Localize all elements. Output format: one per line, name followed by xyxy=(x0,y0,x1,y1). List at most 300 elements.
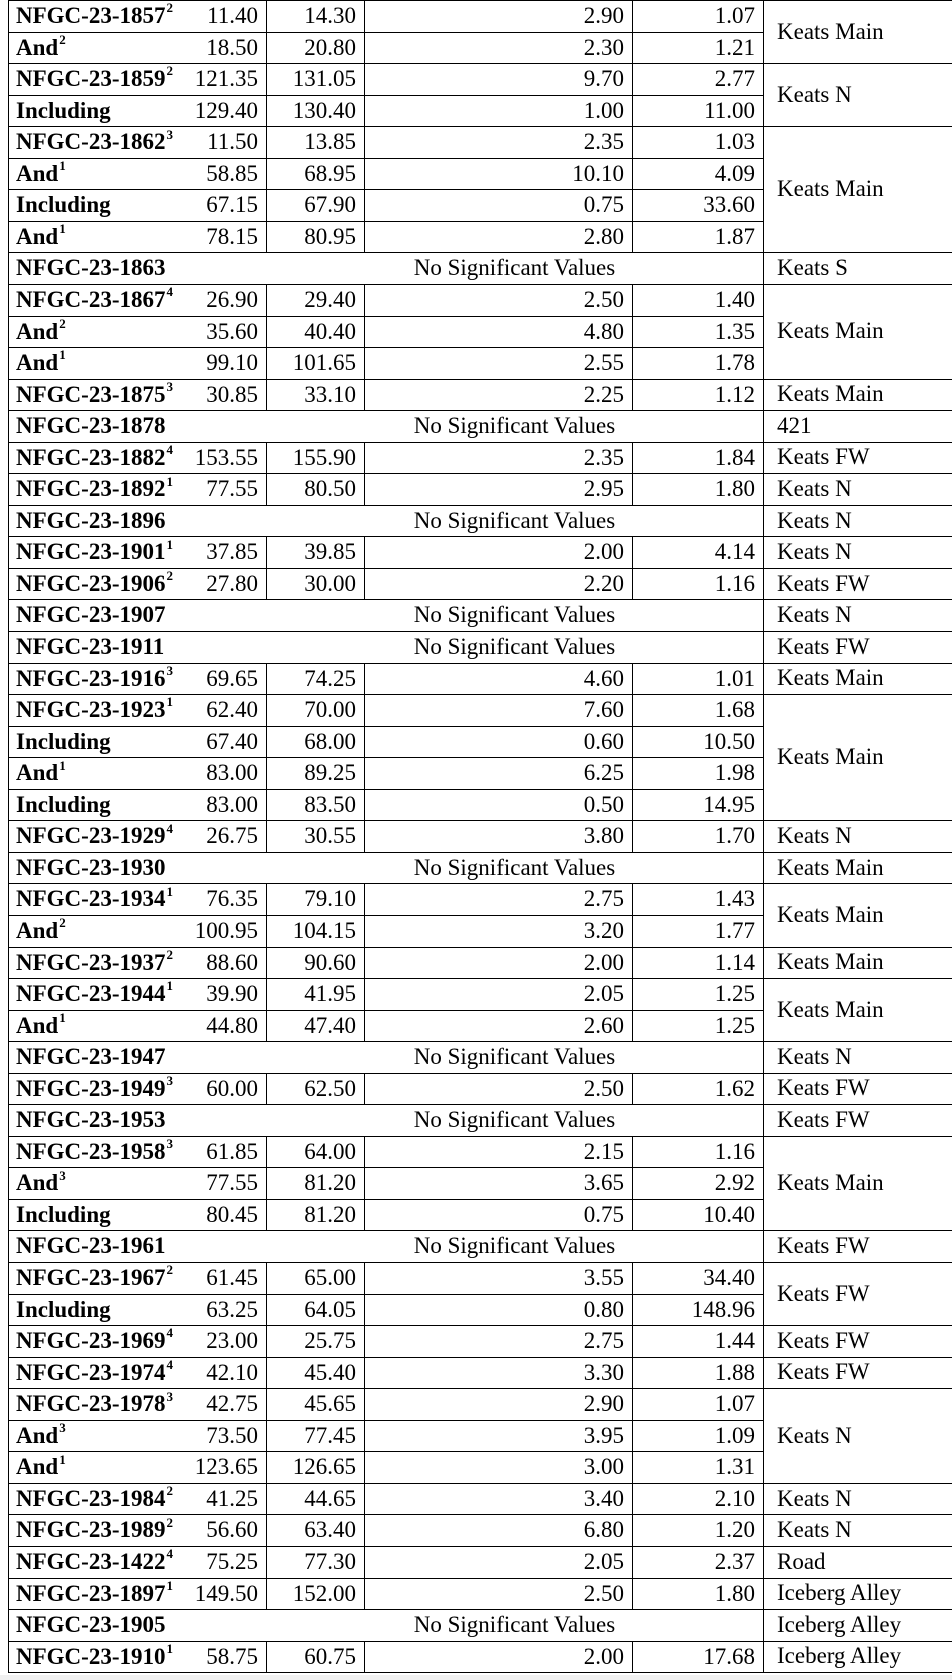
hole-id-cell xyxy=(16,509,165,532)
length-cell: 2.75 xyxy=(583,886,624,912)
row-divider xyxy=(8,915,763,916)
length-cell: 2.05 xyxy=(583,1548,624,1574)
no-significant-values-cell: No Significant Values xyxy=(413,634,616,659)
hole-id-text: NFGC-23-1984 xyxy=(16,1485,166,1511)
length-cell: 2.50 xyxy=(583,1580,624,1606)
to-cell: 20.80 xyxy=(304,34,356,60)
hole-id-text: NFGC-23-1896 xyxy=(16,507,166,533)
to-cell: 63.40 xyxy=(304,1517,356,1543)
footnote-marker: 4 xyxy=(166,820,173,836)
to-cell: 14.30 xyxy=(304,3,356,28)
zone-label: Keats FW xyxy=(777,1233,870,1259)
row-divider xyxy=(8,126,763,127)
from-cell: 56.60 xyxy=(206,1517,258,1543)
location-divider xyxy=(763,126,952,127)
footnote-marker: 1 xyxy=(59,757,66,773)
row-divider xyxy=(8,1199,763,1200)
location-divider xyxy=(763,1041,952,1042)
from-cell: 11.50 xyxy=(207,129,258,155)
hole-id-text: Including xyxy=(16,97,111,123)
row-divider xyxy=(8,1325,763,1326)
location-divider xyxy=(763,442,952,443)
location-divider xyxy=(763,0,952,1)
zone-label: Keats Main xyxy=(777,18,884,44)
zone-label: Keats Main xyxy=(777,176,884,202)
no-significant-values-cell: No Significant Values xyxy=(413,854,616,880)
from-cell: 61.85 xyxy=(206,1138,258,1164)
length-cell: 2.95 xyxy=(583,476,624,502)
location-divider xyxy=(763,1073,952,1074)
grade-cell: 1.35 xyxy=(714,318,755,344)
grade-cell: 11.00 xyxy=(704,97,755,123)
location-column-border xyxy=(763,0,764,1672)
footnote-marker: 3 xyxy=(166,1073,173,1089)
grade-cell: 1.88 xyxy=(714,1359,755,1385)
hole-id-text: NFGC-23-1953 xyxy=(16,1107,166,1133)
grade-cell: 1.21 xyxy=(714,34,755,60)
to-cell: 45.40 xyxy=(304,1359,356,1385)
location-divider xyxy=(763,852,952,853)
footnote-marker: 2 xyxy=(166,63,173,79)
length-cell: 0.75 xyxy=(583,1201,624,1227)
hole-id-cell xyxy=(16,1108,165,1131)
length-cell: 3.00 xyxy=(583,1454,624,1480)
grade-cell: 1.77 xyxy=(714,917,755,943)
footnote-marker: 1 xyxy=(166,978,173,994)
zone-label: Keats N xyxy=(777,1485,852,1511)
zone-label: Keats N xyxy=(777,1517,852,1543)
hole-id-cell xyxy=(16,1234,165,1257)
no-significant-values-cell: No Significant Values xyxy=(413,255,616,281)
hole-id-cell xyxy=(16,256,165,279)
grade-cell: 1.62 xyxy=(714,1075,755,1101)
zone-label: Keats FW xyxy=(777,1075,870,1101)
from-cell: 58.75 xyxy=(206,1643,258,1669)
from-cell: 58.85 xyxy=(206,160,258,186)
length-cell: 7.60 xyxy=(583,697,624,723)
to-cell: 155.90 xyxy=(292,444,356,470)
footnote-marker: 1 xyxy=(166,694,173,710)
from-cell: 67.40 xyxy=(206,728,258,754)
from-cell: 153.55 xyxy=(194,444,258,470)
zone-label: Keats N xyxy=(777,823,852,849)
hole-id-text: And xyxy=(16,760,59,786)
location-divider xyxy=(763,1578,952,1579)
from-cell: 83.00 xyxy=(206,791,258,817)
to-cell: 74.25 xyxy=(304,665,356,691)
hole-id-text: NFGC-23-1863 xyxy=(16,255,166,281)
from-cell: 69.65 xyxy=(206,665,258,691)
to-cell: 64.00 xyxy=(304,1138,356,1164)
hole-id-text: And xyxy=(16,1012,59,1038)
hole-id-text: And xyxy=(16,350,59,376)
zone-label: Keats N xyxy=(777,81,852,107)
length-cell: 2.60 xyxy=(583,1012,624,1038)
grade-cell: 1.01 xyxy=(714,665,755,691)
footnote-marker: 1 xyxy=(59,221,66,237)
grade-cell: 4.09 xyxy=(714,160,755,186)
grade-cell: 1.07 xyxy=(714,1391,755,1417)
from-cell: 39.90 xyxy=(206,981,258,1007)
zone-label: Keats N xyxy=(777,1422,852,1448)
hole-id-text: NFGC-23-1857 xyxy=(16,3,166,28)
footnote-marker: 2 xyxy=(59,915,66,931)
to-cell: 68.00 xyxy=(304,728,356,754)
to-cell: 81.20 xyxy=(304,1170,356,1196)
footnote-marker: 2 xyxy=(166,1514,173,1530)
row-divider xyxy=(8,1483,763,1484)
zone-label: Keats Main xyxy=(777,381,884,407)
location-divider xyxy=(763,1672,952,1673)
grade-cell: 4.14 xyxy=(714,539,755,565)
hole-id-text: And xyxy=(16,318,59,344)
zone-label: Keats FW xyxy=(777,444,870,470)
zone-label: Iceberg Alley xyxy=(777,1643,902,1669)
row-divider xyxy=(8,473,763,474)
from-cell: 63.25 xyxy=(206,1296,258,1322)
footnote-marker: 1 xyxy=(166,473,173,489)
hole-id-text: NFGC-23-1901 xyxy=(16,539,166,565)
length-cell: 0.50 xyxy=(583,791,624,817)
to-cell: 30.55 xyxy=(304,823,356,849)
row-divider xyxy=(8,1578,763,1579)
zone-label: Keats FW xyxy=(777,1107,870,1133)
length-cell: 6.25 xyxy=(583,760,624,786)
length-cell: 2.50 xyxy=(583,286,624,312)
hole-id-cell xyxy=(16,635,164,658)
location-divider xyxy=(763,473,952,474)
grade-cell: 1.03 xyxy=(714,129,755,155)
length-cell: 3.80 xyxy=(583,823,624,849)
row-divider xyxy=(8,316,763,317)
grade-cell: 2.37 xyxy=(714,1548,755,1574)
no-significant-values-cell: No Significant Values xyxy=(413,413,616,439)
hole-id-text: NFGC-23-1961 xyxy=(16,1233,166,1259)
footnote-marker: 4 xyxy=(166,284,173,300)
hole-id-text: NFGC-23-1949 xyxy=(16,1075,166,1101)
location-divider xyxy=(763,1104,952,1105)
from-cell: 35.60 xyxy=(206,318,258,344)
from-cell: 62.40 xyxy=(206,697,258,723)
hole-id-text: NFGC-23-1947 xyxy=(16,1044,166,1070)
length-cell: 0.75 xyxy=(583,192,624,218)
from-cell: 76.35 xyxy=(206,886,258,912)
length-cell: 3.95 xyxy=(583,1422,624,1448)
location-divider xyxy=(763,536,952,537)
row-divider xyxy=(8,63,763,64)
footnote-marker: 2 xyxy=(166,1483,173,1499)
row-divider xyxy=(8,1294,763,1295)
row-divider xyxy=(8,379,763,380)
hole-id-text: NFGC-23-1916 xyxy=(16,665,166,691)
footnote-marker: 3 xyxy=(166,378,173,394)
from-cell: 11.40 xyxy=(207,3,258,28)
hole-id-text: NFGC-23-1422 xyxy=(16,1548,166,1574)
to-cell: 131.05 xyxy=(292,66,356,92)
row-divider xyxy=(8,347,763,348)
footnote-marker: 1 xyxy=(166,1577,173,1593)
hole-id-text: NFGC-23-1907 xyxy=(16,602,166,628)
to-cell: 33.10 xyxy=(304,381,356,407)
from-cell: 42.75 xyxy=(206,1391,258,1417)
from-cell: 41.25 xyxy=(206,1485,258,1511)
grade-cell: 2.77 xyxy=(714,66,755,92)
bottom-strip xyxy=(0,1675,952,1680)
zone-label: 421 xyxy=(777,412,812,438)
hole-id-text: NFGC-23-1944 xyxy=(16,981,166,1007)
location-divider xyxy=(763,1641,952,1642)
to-cell: 64.05 xyxy=(304,1296,356,1322)
row-divider xyxy=(8,158,763,159)
to-cell: 70.00 xyxy=(304,697,356,723)
row-divider xyxy=(8,442,763,443)
length-cell: 2.20 xyxy=(583,570,624,596)
grade-cell: 1.80 xyxy=(714,1580,755,1606)
row-divider xyxy=(8,0,763,1)
footnote-marker: 3 xyxy=(166,1388,173,1404)
to-cell: 81.20 xyxy=(304,1201,356,1227)
row-divider xyxy=(8,726,763,727)
length-cell: 2.90 xyxy=(583,1391,624,1417)
location-divider xyxy=(763,820,952,821)
grade-cell: 1.16 xyxy=(714,1138,755,1164)
length-cell: 2.00 xyxy=(583,1643,624,1669)
to-cell: 77.45 xyxy=(304,1422,356,1448)
hole-id-text: NFGC-23-1882 xyxy=(16,444,166,470)
from-cell: 88.60 xyxy=(206,949,258,975)
length-cell: 6.80 xyxy=(583,1517,624,1543)
length-cell: 3.20 xyxy=(583,917,624,943)
footnote-marker: 1 xyxy=(59,1009,66,1025)
length-cell: 0.60 xyxy=(583,728,624,754)
row-divider xyxy=(8,1073,763,1074)
zone-label: Keats Main xyxy=(777,744,884,770)
grade-cell: 1.20 xyxy=(714,1517,755,1543)
zone-label: Keats FW xyxy=(777,1327,870,1353)
grade-cell: 2.92 xyxy=(714,1170,755,1196)
row-divider xyxy=(8,883,763,884)
grade-cell: 1.31 xyxy=(714,1454,755,1480)
hole-id-text: And xyxy=(16,1454,59,1480)
zone-label: Keats Main xyxy=(777,996,884,1022)
hole-id-text: NFGC-23-1967 xyxy=(16,1265,166,1290)
length-cell: 2.00 xyxy=(583,539,624,565)
row-divider xyxy=(8,757,763,758)
grade-cell: 1.43 xyxy=(714,886,755,912)
location-divider xyxy=(763,284,952,285)
footnote-marker: 3 xyxy=(59,1167,66,1183)
hole-id-text: NFGC-23-1906 xyxy=(16,570,166,596)
length-cell: 2.30 xyxy=(583,34,624,60)
hole-id-text: And xyxy=(16,1422,59,1448)
hole-id-text: NFGC-23-1923 xyxy=(16,697,166,723)
length-cell: 2.35 xyxy=(583,444,624,470)
grade-cell: 1.40 xyxy=(714,286,755,312)
row-divider xyxy=(8,189,763,190)
length-cell: 10.10 xyxy=(572,160,624,186)
location-divider xyxy=(763,947,952,948)
hole-id-cell xyxy=(16,603,165,626)
location-divider xyxy=(763,663,952,664)
grade-cell: 1.07 xyxy=(714,3,755,28)
footnote-marker: 1 xyxy=(59,1451,66,1467)
location-divider xyxy=(763,379,952,380)
footnote-marker: 3 xyxy=(166,662,173,678)
from-cell: 37.85 xyxy=(206,539,258,565)
row-divider xyxy=(8,1041,763,1042)
from-cell: 44.80 xyxy=(206,1012,258,1038)
to-cell: 25.75 xyxy=(304,1328,356,1354)
location-divider xyxy=(763,1514,952,1515)
to-cell: 40.40 xyxy=(304,318,356,344)
row-divider xyxy=(8,1641,763,1642)
row-divider xyxy=(8,1357,763,1358)
footnote-marker: 2 xyxy=(166,568,173,584)
location-divider xyxy=(763,1357,952,1358)
zone-label: Keats N xyxy=(777,539,852,565)
from-cell: 60.00 xyxy=(206,1075,258,1101)
row-divider xyxy=(8,1167,763,1168)
location-divider xyxy=(763,978,952,979)
hole-id-cell xyxy=(16,856,165,879)
footnote-marker: 4 xyxy=(166,442,173,458)
footnote-marker: 2 xyxy=(59,31,66,47)
footnote-marker: 1 xyxy=(166,883,173,899)
grade-cell: 1.80 xyxy=(714,476,755,502)
grade-cell: 1.25 xyxy=(714,981,755,1007)
location-divider xyxy=(763,505,952,506)
zone-label: Keats N xyxy=(777,476,852,502)
length-cell: 2.75 xyxy=(583,1328,624,1354)
zone-label: Keats Main xyxy=(777,318,884,344)
hole-id-text: NFGC-23-1929 xyxy=(16,823,166,849)
hole-id-text: NFGC-23-1892 xyxy=(16,476,166,502)
row-divider xyxy=(8,1514,763,1515)
no-significant-values-cell: No Significant Values xyxy=(413,1044,616,1070)
from-cell: 27.80 xyxy=(206,570,258,596)
footnote-marker: 4 xyxy=(166,1325,173,1341)
zone-label: Keats Main xyxy=(777,665,884,691)
from-cell: 77.55 xyxy=(206,1170,258,1196)
zone-label: Keats N xyxy=(777,602,852,628)
to-cell: 13.85 xyxy=(304,129,356,155)
hole-id-text: Including xyxy=(16,192,111,218)
grade-cell: 1.44 xyxy=(714,1328,755,1354)
from-cell: 80.45 xyxy=(206,1201,258,1227)
row-divider xyxy=(8,221,763,222)
row-divider xyxy=(8,410,763,411)
from-cell: 75.25 xyxy=(206,1548,258,1574)
to-cell: 68.95 xyxy=(304,160,356,186)
to-cell: 47.40 xyxy=(304,1012,356,1038)
grade-cell: 148.96 xyxy=(691,1296,755,1322)
to-cell: 89.25 xyxy=(304,760,356,786)
footnote-marker: 4 xyxy=(166,1546,173,1562)
hole-id-cell xyxy=(16,414,165,437)
to-cell: 45.65 xyxy=(304,1391,356,1417)
hole-id-text: NFGC-23-1910 xyxy=(16,1643,166,1669)
hole-id-text: NFGC-23-1974 xyxy=(16,1359,166,1385)
hole-id-text: NFGC-23-1867 xyxy=(16,286,166,312)
hole-id-text: And xyxy=(16,160,59,186)
row-divider xyxy=(8,284,763,285)
length-cell: 3.55 xyxy=(583,1265,624,1290)
grade-cell: 1.09 xyxy=(714,1422,755,1448)
location-divider xyxy=(763,1483,952,1484)
location-divider xyxy=(763,1609,952,1610)
to-cell: 65.00 xyxy=(304,1265,356,1290)
hole-id-text: NFGC-23-1934 xyxy=(16,886,166,912)
from-cell: 78.15 xyxy=(206,223,258,249)
hole-id-text: Including xyxy=(16,791,111,817)
length-cell: 1.00 xyxy=(583,97,624,123)
footnote-marker: 4 xyxy=(166,1356,173,1372)
no-significant-values-cell: No Significant Values xyxy=(413,602,616,628)
no-significant-values-cell: No Significant Values xyxy=(413,1612,616,1638)
row-divider xyxy=(8,252,763,253)
location-divider xyxy=(763,568,952,569)
length-cell: 9.70 xyxy=(583,66,624,92)
length-cell: 2.25 xyxy=(583,381,624,407)
location-divider xyxy=(763,599,952,600)
row-divider xyxy=(8,1104,763,1105)
from-cell: 73.50 xyxy=(206,1422,258,1448)
row-divider xyxy=(8,1230,763,1231)
to-cell: 44.65 xyxy=(304,1485,356,1511)
hole-id-text: And xyxy=(16,917,59,943)
zone-label: Keats Main xyxy=(777,901,884,927)
no-significant-values-cell: No Significant Values xyxy=(413,1233,616,1259)
hole-id-text: NFGC-23-1969 xyxy=(16,1328,166,1354)
from-cell: 30.85 xyxy=(206,381,258,407)
row-divider xyxy=(8,32,763,33)
from-cell: 99.10 xyxy=(206,350,258,376)
grade-cell: 2.10 xyxy=(714,1485,755,1511)
location-divider xyxy=(763,1546,952,1547)
grade-cell: 1.16 xyxy=(714,570,755,596)
length-cell: 4.60 xyxy=(583,665,624,691)
row-divider xyxy=(8,1420,763,1421)
grade-cell: 1.87 xyxy=(714,223,755,249)
grade-cell: 10.40 xyxy=(703,1201,755,1227)
from-cell: 23.00 xyxy=(206,1328,258,1354)
footnote-marker: 3 xyxy=(59,1420,66,1436)
from-cell: 100.95 xyxy=(194,917,258,943)
grade-cell: 33.60 xyxy=(703,192,755,218)
hole-id-text: NFGC-23-1859 xyxy=(16,66,166,92)
grade-cell: 34.40 xyxy=(703,1265,755,1290)
hole-id-text: NFGC-23-1958 xyxy=(16,1138,166,1164)
length-cell: 2.15 xyxy=(583,1138,624,1164)
row-divider xyxy=(8,852,763,853)
zone-label: Keats FW xyxy=(777,1280,870,1306)
length-cell: 2.00 xyxy=(583,949,624,975)
footnote-marker: 2 xyxy=(166,946,173,962)
to-cell: 60.75 xyxy=(304,1643,356,1669)
zone-label: Keats FW xyxy=(777,1359,870,1385)
location-divider xyxy=(763,883,952,884)
hole-id-text: NFGC-23-1878 xyxy=(16,413,166,439)
from-cell: 26.90 xyxy=(206,286,258,312)
grade-cell: 17.68 xyxy=(703,1643,755,1669)
location-divider xyxy=(763,252,952,253)
row-divider xyxy=(8,1388,763,1389)
footnote-marker: 1 xyxy=(59,158,66,174)
footnote-marker: 3 xyxy=(166,126,173,142)
row-divider xyxy=(8,789,763,790)
from-cell: 42.10 xyxy=(206,1359,258,1385)
location-divider xyxy=(763,1136,952,1137)
